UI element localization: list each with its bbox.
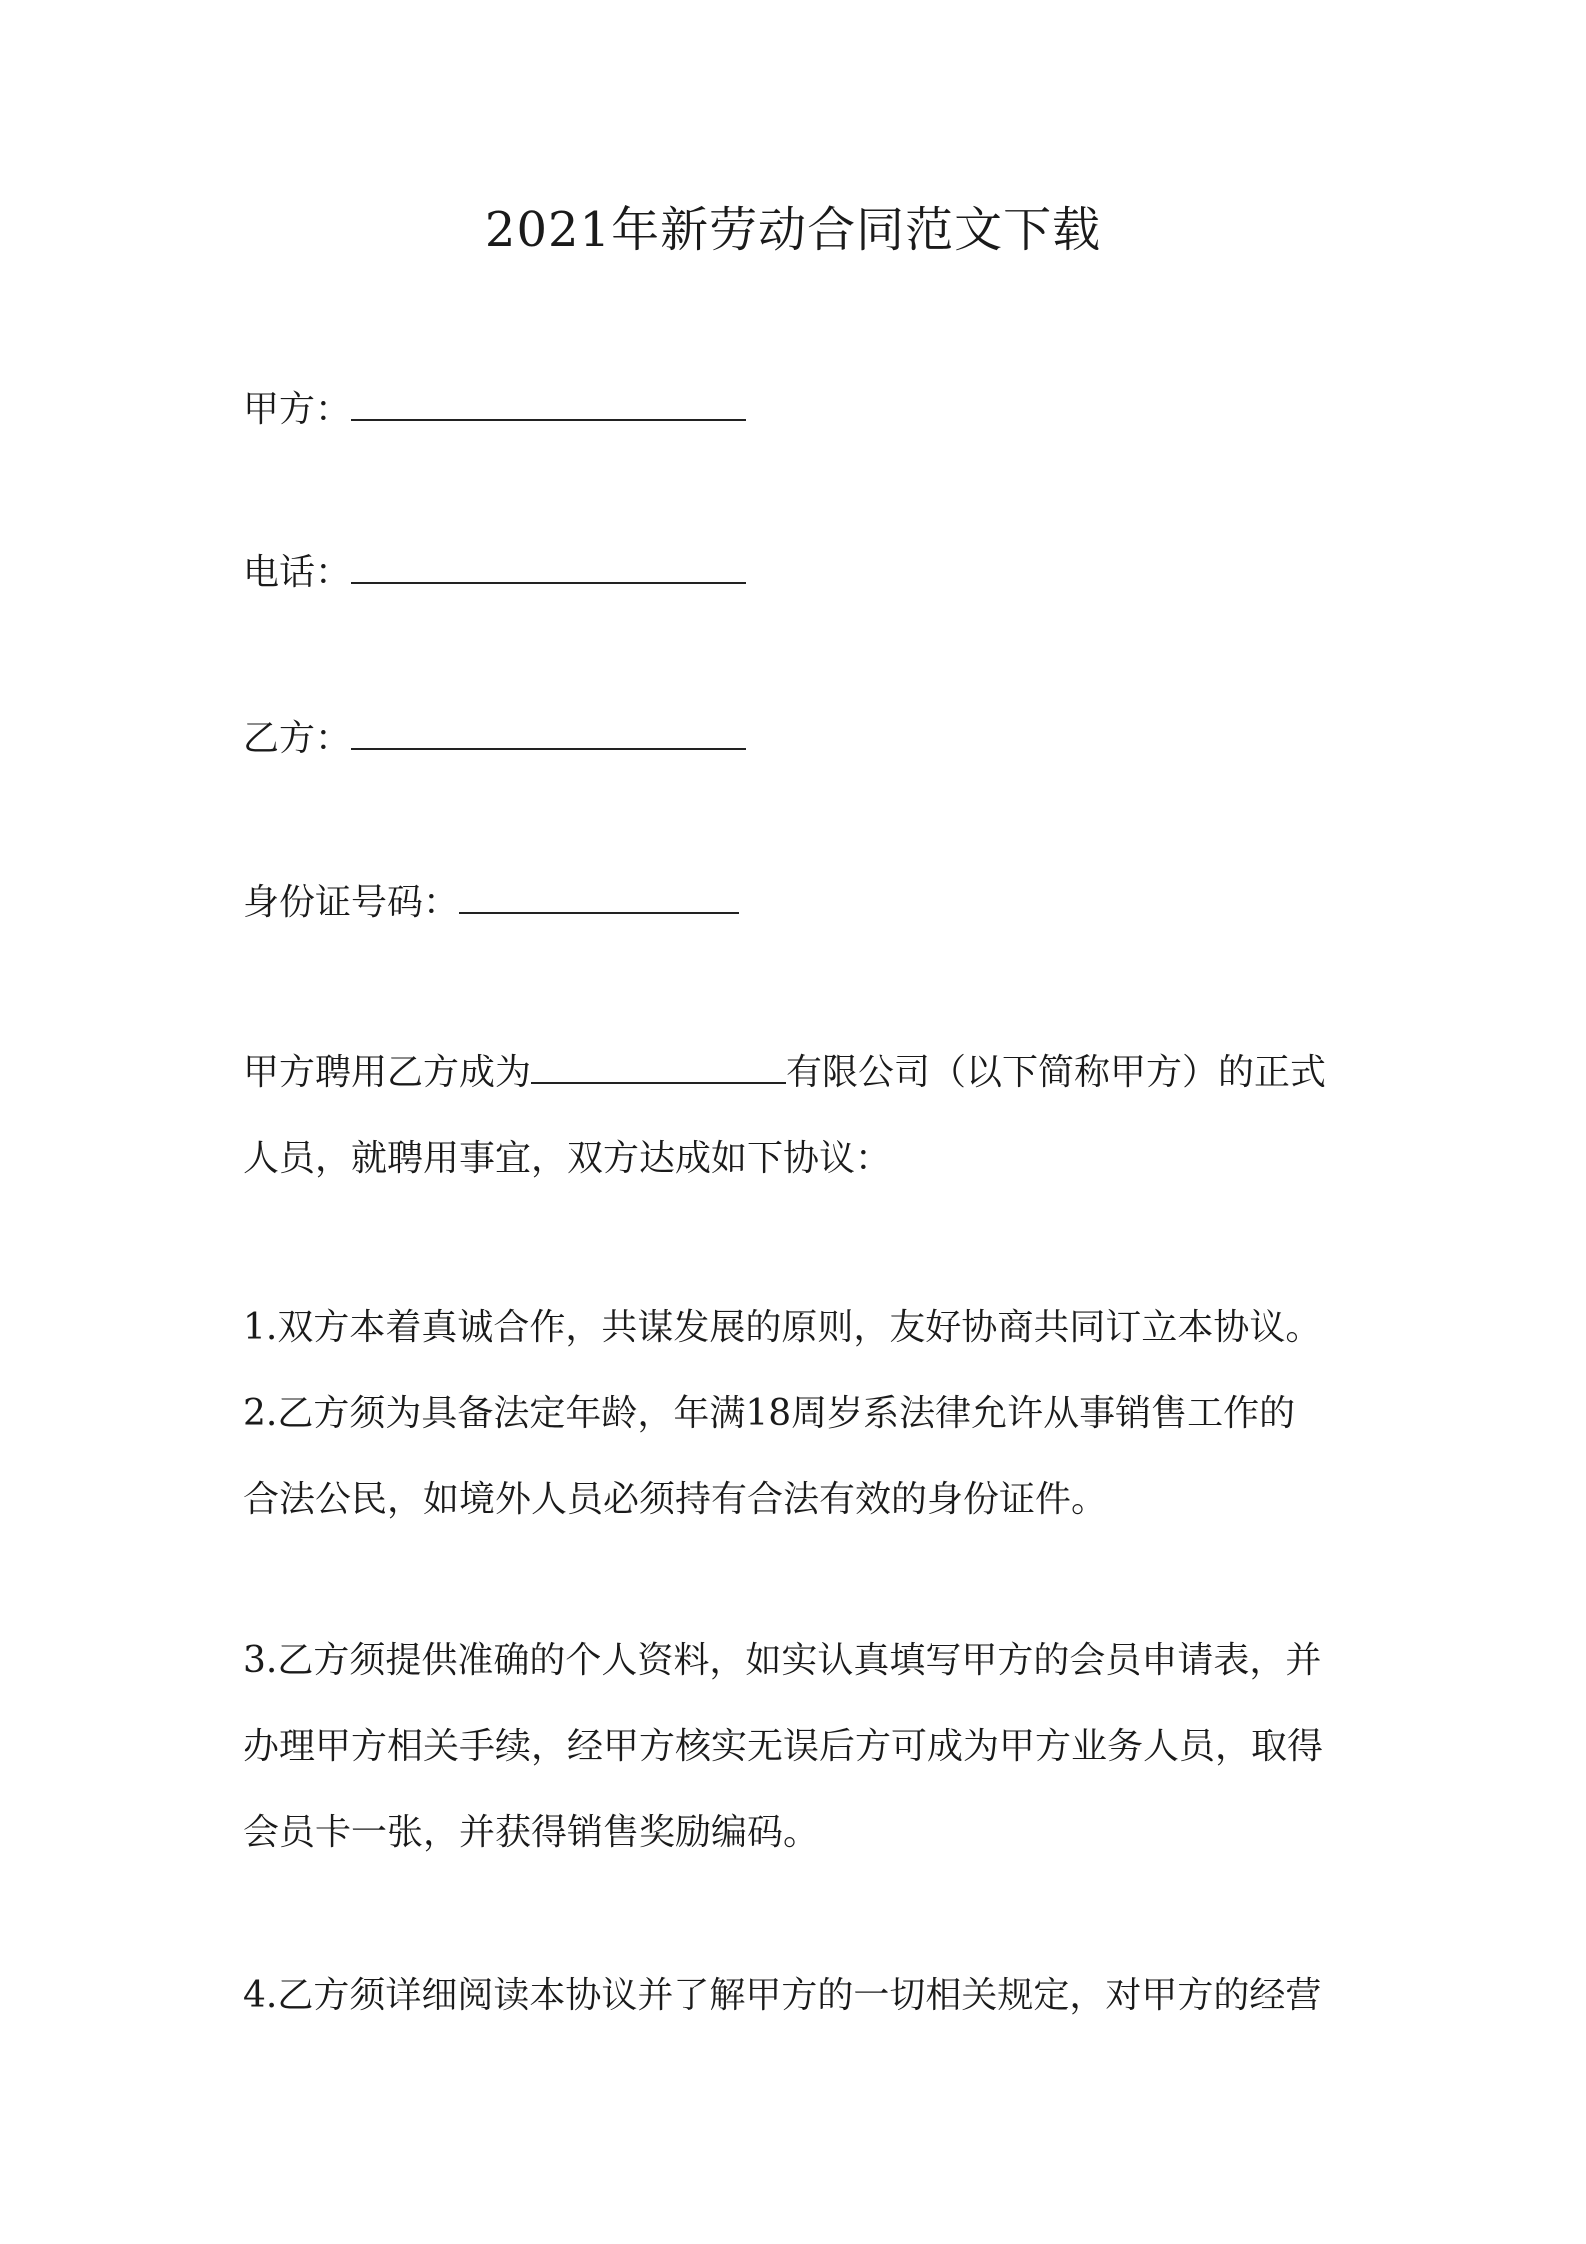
- clause-3-line-3: 会员卡一张，并获得销售奖励编码。: [243, 1812, 820, 1853]
- clause-3-line-2: 办理甲方相关手续，经甲方核实无误后方可成为甲方业务人员，取得: [243, 1726, 1324, 1767]
- id-number-field: [243, 878, 739, 925]
- intro-line-2: 人员，就聘用事宜，双方达成如下协议：: [243, 1138, 892, 1179]
- clause-3: [243, 1618, 1353, 1876]
- document-title: 2021年新劳动合同范文下载: [484, 202, 1102, 258]
- party-b-field: [243, 714, 746, 761]
- clause-1-line-1: 1.双方本着真诚合作，共谋发展的原则，友好协商共同订立本协议。: [243, 1307, 1322, 1348]
- clause-2-line-2: 合法公民，如境外人员必须持有合法有效的身份证件。: [243, 1479, 1108, 1520]
- phone-field: [243, 548, 746, 595]
- party-a-blank[interactable]: [351, 385, 746, 421]
- phone-blank[interactable]: [351, 548, 746, 584]
- clause-4-line-1: 4.乙方须详细阅读本协议并了解甲方的一切相关规定，对甲方的经营: [243, 1975, 1322, 2016]
- id-number-blank[interactable]: [459, 878, 739, 914]
- party-b-label: 乙方：: [243, 718, 352, 759]
- clause-1-2: [243, 1285, 1353, 1543]
- intro-line-1: 甲方聘用乙方成为 有限公司（以下简称甲方）的正式: [243, 1030, 1353, 1116]
- clause-3-line-1: 3.乙方须提供准确的个人资料，如实认真填写甲方的会员申请表，并: [243, 1640, 1322, 1681]
- clause-4: [243, 1953, 1353, 2039]
- id-number-label: 身份证号码：: [243, 882, 460, 923]
- clause-2-line-1: 2.乙方须为具备法定年龄，年满18周岁系法律允许从事销售工作的: [243, 1393, 1296, 1434]
- phone-label: 电话：: [243, 552, 352, 593]
- company-name-blank[interactable]: [531, 1048, 786, 1084]
- party-a-label: 甲方：: [243, 389, 352, 430]
- intro-paragraph: [243, 1030, 1353, 1202]
- party-b-blank[interactable]: [351, 714, 746, 750]
- party-a-field: [243, 385, 746, 432]
